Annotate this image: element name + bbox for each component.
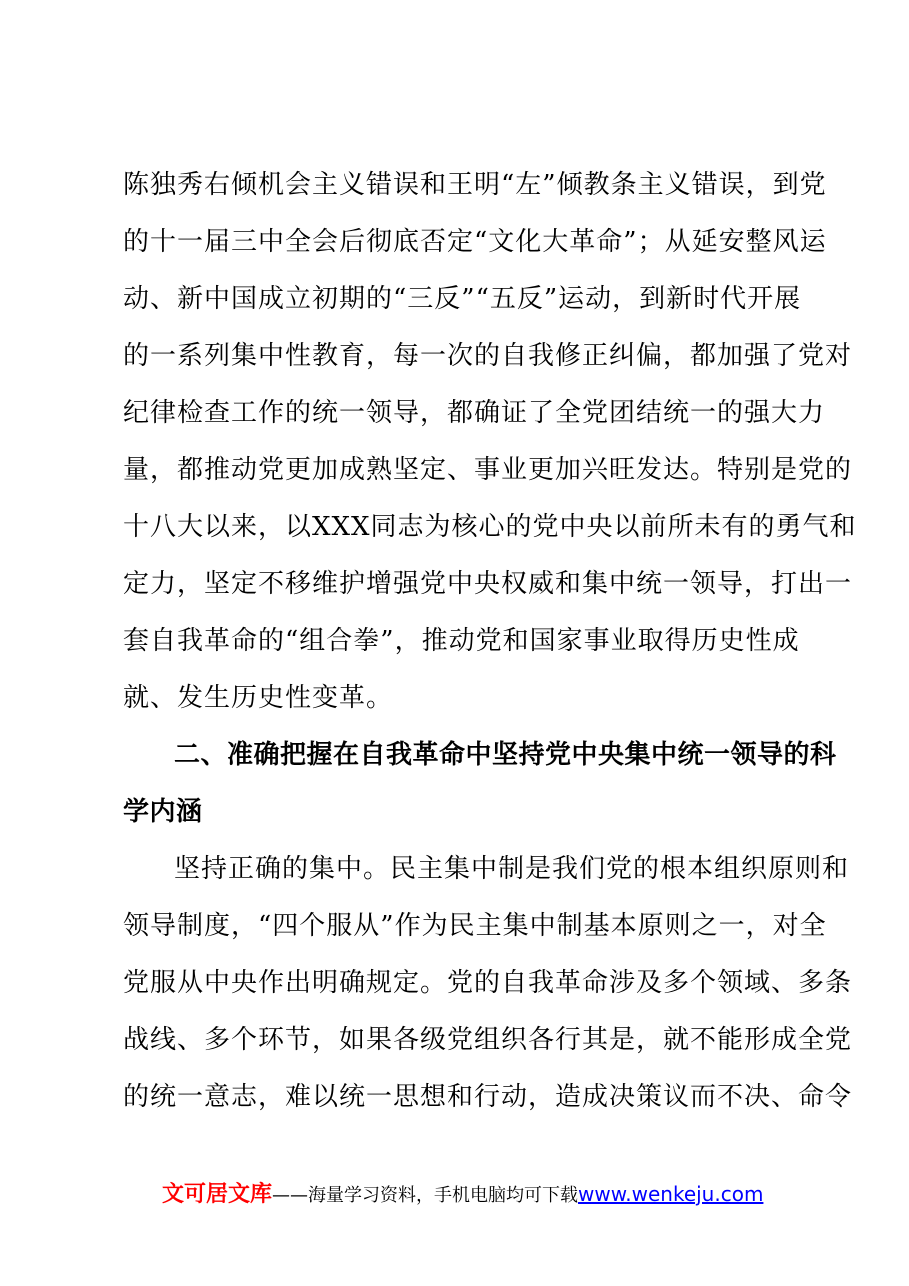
body-text-line: 的一系列集中性教育，每一次的自我修正纠偏，都加强了党对: [123, 341, 853, 371]
body-text-line: 领导制度，“四个服从”作为民主集中制基本原则之一，对全: [123, 911, 827, 941]
body-text-line: 的统一意志，难以统一思想和行动，造成决策议而不决、命令: [123, 1082, 853, 1112]
body-text-line: 套自我革命的“组合拳”，推动党和国家事业取得历史性成: [123, 626, 800, 656]
footer-banner: [162, 1180, 763, 1210]
section-heading: 二、准确把握在自我革命中坚持党中央集中统一领导的科: [174, 740, 837, 770]
body-text-line: 动、新中国成立初期的“三反”“五反”运动，到新时代开展: [123, 284, 802, 314]
body-text-line: 战线、多个环节，如果各级党组织各行其是，就不能形成全党: [123, 1025, 853, 1055]
body-text-line: 坚持正确的集中。民主集中制是我们党的根本组织原则和: [174, 854, 850, 884]
section-heading-continued: 学内涵: [123, 797, 203, 827]
body-text-line: 陈独秀右倾机会主义错误和王明“左”倾教条主义错误，到党: [123, 170, 827, 200]
body-text-line: 十八大以来，以XXX同志为核心的党中央以前所未有的勇气和: [123, 512, 857, 542]
body-text-line: 就、发生历史性变革。: [123, 683, 394, 713]
footer-url-link[interactable]: www.wenkeju.com: [578, 1182, 764, 1206]
body-text-line: 的十一届三中全会后彻底否定“文化大革命”；从延安整风运: [123, 227, 827, 257]
body-text-line: 量，都推动党更加成熟坚定、事业更加兴旺发达。特别是党的: [123, 455, 853, 485]
footer-brand: 文可居文库: [162, 1182, 273, 1207]
body-text-line: 党服从中央作出明确规定。党的自我革命涉及多个领域、多条: [123, 968, 853, 998]
body-text-line: 纪律检查工作的统一领导，都确证了全党团结统一的强大力: [123, 398, 826, 428]
body-text-line: 定力，坚定不移维护增强党中央权威和集中统一领导，打出一: [123, 569, 853, 599]
footer-tagline: ——海量学习资料，手机电脑均可下载: [272, 1185, 579, 1206]
